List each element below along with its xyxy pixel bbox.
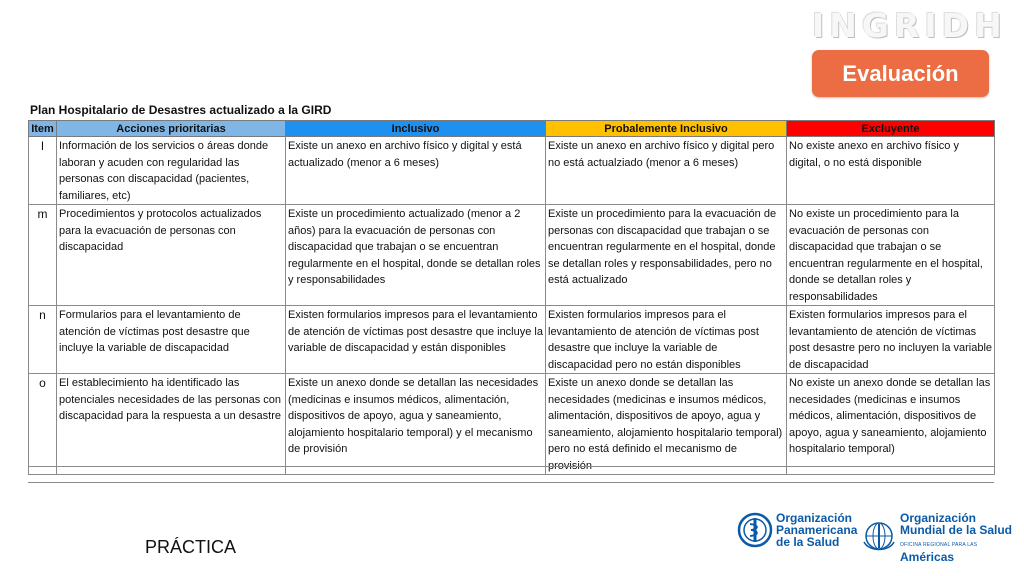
item-cell: n [29, 306, 57, 374]
header-inclusive: Inclusivo [286, 121, 546, 137]
item-cell: l [29, 137, 57, 205]
paho-emblem-icon [737, 512, 773, 548]
inclusive-cell: Existe un anexo en archivo físico y digital y está actualizado (menor a 6 meses) [286, 137, 546, 205]
who-logo [861, 512, 1024, 563]
action-cell: El establecimiento ha identificado las potenciales necesidades de las personas con discapacidad para la respuesta a un desastre [57, 374, 286, 475]
paho-logo [737, 512, 857, 548]
exclusive-cell: No existe un anexo donde se detallan las necesidades (medicinas e insumos médicos, alimentación, dispositivos de apoyo, agua y saneamiento, alojamiento hospitalario temporal) [787, 374, 995, 475]
table-title: Plan Hospitalario de Desastres actualizado a la GIRD [30, 103, 332, 117]
exclusive-cell: No existe anexo en archivo físico y digital, o no está disponible [787, 137, 995, 205]
exclusive-cell: No existe un procedimiento para la evacuación de personas con discapacidad que trabajan o se encuentran regularmente en el hospital, donde se detallan roles y responsabilidades [787, 205, 995, 306]
probable-cell: Existe un anexo donde se detallan las necesidades (medicinas e insumos médicos, alimentación, dispositivos de apoyo, agua y saneamiento, alojamiento hospitalario temporal) pero no está definido el mecanismo de provisión [546, 374, 787, 475]
probable-cell: Existen formularios impresos para el levantamiento de atención de víctimas post desastre que incluye la variable de discapacidad pero no están disponibles [546, 306, 787, 374]
who-line3: Américas [900, 550, 955, 564]
who-line1: Organización [900, 511, 977, 525]
who-line2: Mundial de la Salud [900, 523, 1013, 537]
inclusive-cell: Existen formularios impresos para el levantamiento de atención de víctimas post desastre que incluye la variable de discapacidad y están disponibles [286, 306, 546, 374]
paho-line3: de la Salud [776, 535, 840, 549]
practice-label: PRÁCTICA [145, 537, 237, 557]
action-cell: Formularios para el levantamiento de atención de víctimas post desastre que incluye la variable de discapacidad [57, 306, 286, 374]
table-row [29, 306, 995, 374]
inclusive-cell: Existe un anexo donde se detallan las necesidades (medicinas e insumos médicos, alimentación, dispositivos de apoyo, agua y saneamiento, alojamiento hospitalario temporal) y el mecanismo de provisión [286, 374, 546, 475]
brand-title: INGRIDH [812, 6, 1007, 45]
who-emblem-icon [861, 520, 897, 556]
header-exclusive: Excluyente [787, 121, 995, 137]
table-row [29, 205, 995, 306]
header-probable: Probalemente Inclusivo [546, 121, 787, 137]
probable-cell: Existe un procedimiento para la evacuación de personas con discapacidad que trabajan o se encuentran regularmente en el hospital, donde se detallan roles y responsabilidades, pero no está actualizado [546, 205, 787, 306]
inclusive-cell: Existe un procedimiento actualizado (menor a 2 años) para la evacuación de personas con discapacidad que trabajan o se encuentran regularmente en el hospital, donde se detallan roles y responsabilidades [286, 205, 546, 306]
exclusive-cell: Existen formularios impresos para el levantamiento de atención de víctimas post desastre pero no incluyen la variable de discapacidad [787, 306, 995, 374]
header-item: Item [29, 121, 57, 137]
table-header-row [29, 121, 995, 137]
table-bottom-band [28, 466, 994, 483]
item-cell: m [29, 205, 57, 306]
paho-line2: Panamericana [776, 523, 858, 537]
header-actions: Acciones prioritarias [57, 121, 286, 137]
action-cell: Procedimientos y protocolos actualizados para la evacuación de personas con discapacidad [57, 205, 286, 306]
who-small-label: OFICINA REGIONAL PARA LAS [900, 542, 978, 548]
paho-line1: Organización [776, 511, 853, 525]
action-cell: Información de los servicios o áreas donde laboran y acuden con regularidad las personas con discapacidad (pacientes, familiares, etc) [57, 137, 286, 205]
table-row [29, 374, 995, 475]
table-row [29, 137, 995, 205]
item-cell: o [29, 374, 57, 475]
evaluation-badge: Evaluación [812, 50, 989, 97]
probable-cell: Existe un anexo en archivo físico y digital pero no está actualziado (menor a 6 meses) [546, 137, 787, 205]
evaluation-table [28, 120, 995, 475]
